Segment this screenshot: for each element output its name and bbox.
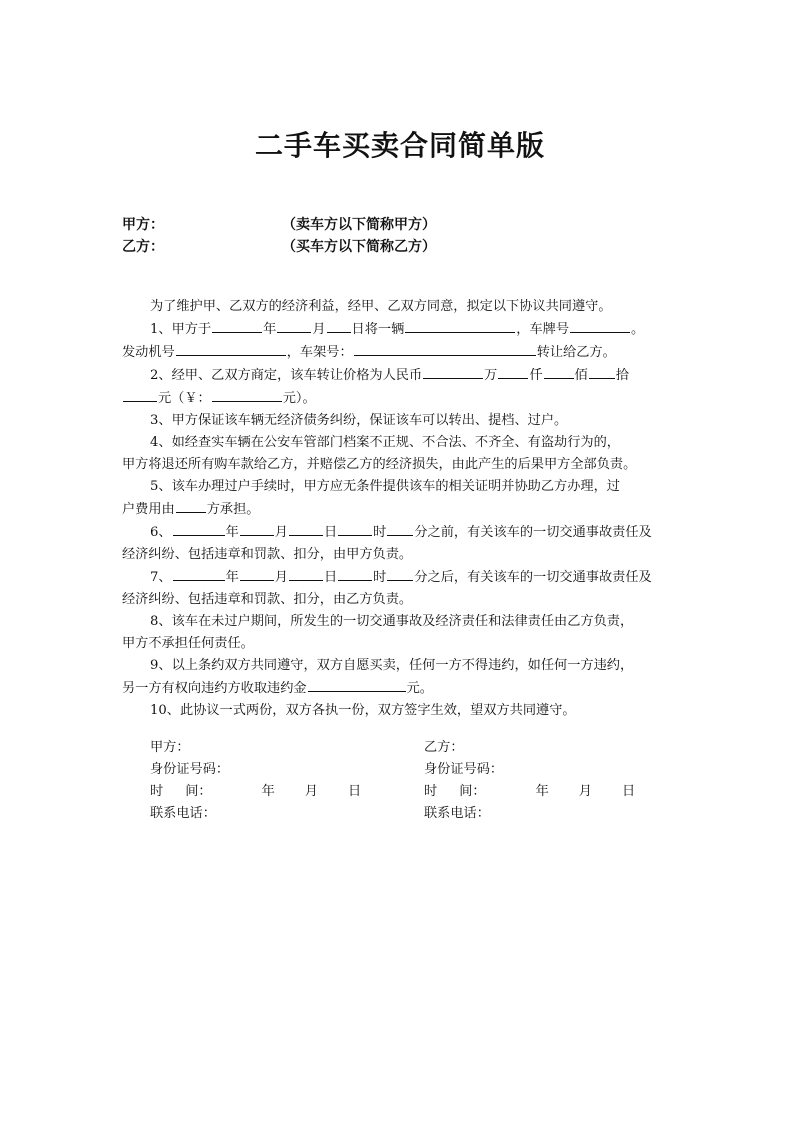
signature-block-a (150, 737, 361, 825)
clause-10 (122, 700, 688, 722)
clause-text: 。 (631, 322, 645, 337)
sig-text: 间： (185, 784, 212, 799)
clause-text: 发动机号 (122, 345, 175, 360)
signature-block-b (424, 737, 635, 825)
clause-text: 5、该车办理过户手续时，甲方应无条件提供该车的相关证明并协助乙方办理，过 (150, 479, 620, 494)
blank-field[interactable] (589, 364, 615, 379)
blank-field[interactable] (176, 341, 286, 356)
clause-6 (122, 521, 688, 544)
clause-9 (122, 655, 688, 677)
clause-3 (122, 410, 688, 432)
clause-text: 7、 (150, 570, 172, 585)
clause-text: 仟 (529, 368, 543, 383)
clause-8-cont (122, 633, 688, 655)
clause-5-cont (122, 498, 688, 521)
sig-text: 日 (347, 784, 362, 799)
clause-text: 日 (323, 570, 338, 585)
party-a-line (122, 214, 436, 234)
sig-text: 时 (150, 784, 164, 799)
clause-8 (122, 611, 688, 633)
contract-body (122, 296, 688, 722)
blank-field[interactable] (405, 318, 515, 333)
intro-text: 为了维护甲、乙双方的经济利益，经甲、乙双方同意，拟定以下协议共同遵守。 (150, 299, 612, 314)
clause-text: 佰 (574, 368, 588, 383)
clause-text: 月 (274, 570, 288, 585)
clause-text: 3、甲方保证该车辆无经济债务纠纷，保证该车可以转出、提档、过户。 (150, 413, 568, 428)
clause-text: 时 (373, 525, 387, 540)
clause-text: 8、该车在未过户期间，所发生的一切交通事故及经济责任和法律责任由乙方负责， (150, 614, 634, 629)
blank-field[interactable] (387, 566, 413, 581)
clause-6-cont (122, 544, 688, 566)
party-b-label: 乙方： (122, 239, 164, 255)
clause-text: 1、甲方于 (150, 322, 212, 337)
blank-field[interactable] (289, 521, 323, 536)
clause-text: 分之前，有关该车的一切交通事故责任及 (414, 525, 652, 540)
clause-4 (122, 432, 688, 454)
clause-text: 元）。 (282, 391, 316, 406)
blank-field[interactable] (423, 364, 483, 379)
clause-text: 经济纠纷、包括违章和罚款、扣分，由乙方负责。 (122, 592, 413, 607)
blank-field[interactable] (338, 566, 372, 581)
sig-text: 年 (261, 784, 275, 799)
clause-1-cont (122, 341, 688, 364)
party-b-note: （买车方以下简称乙方） (282, 239, 436, 255)
sig-phone: 联系电话： (424, 806, 490, 821)
clause-text: 拾 (615, 368, 629, 383)
sig-date (424, 781, 635, 803)
blank-field[interactable] (308, 677, 406, 692)
clause-text: 元（￥： (158, 391, 211, 406)
sig-text: 时 (424, 784, 438, 799)
sig-text: 间： (459, 784, 486, 799)
clause-text: 年 (263, 322, 277, 337)
clause-text: 年 (225, 570, 239, 585)
blank-field[interactable] (387, 521, 413, 536)
clause-text: 元。 (406, 681, 433, 696)
clause-text: 分之后，有关该车的一切交通事故责任及 (414, 570, 652, 585)
sig-party: 甲方： (150, 740, 190, 755)
clause-2-cont (122, 387, 688, 410)
sig-id-number: 身份证号码： (150, 762, 230, 777)
clause-4-cont (122, 454, 688, 476)
blank-field[interactable] (212, 318, 262, 333)
blank-field[interactable] (173, 566, 225, 581)
clause-text: 甲方不承担任何责任。 (122, 636, 254, 651)
blank-field[interactable] (327, 318, 351, 333)
blank-field[interactable] (123, 387, 157, 402)
clause-text: 2、经甲、乙双方商定，该车转让价格为人民币 (150, 368, 423, 383)
blank-field[interactable] (240, 566, 274, 581)
clause-text: 9、以上条约双方共同遵守，双方自愿买卖，任何一方不得违约，如任何一方违约， (150, 658, 634, 673)
clause-text: ，车牌号 (516, 322, 570, 337)
clause-text: 转让给乙方。 (536, 345, 616, 360)
clause-7-cont (122, 589, 688, 611)
blank-field[interactable] (289, 566, 323, 581)
blank-field[interactable] (277, 318, 311, 333)
blank-field[interactable] (176, 498, 206, 513)
clause-text: 时 (373, 570, 387, 585)
clause-text: 户费用由 (122, 502, 175, 517)
blank-field[interactable] (173, 521, 225, 536)
sig-phone: 联系电话： (150, 806, 216, 821)
blank-field[interactable] (570, 318, 630, 333)
clause-7 (122, 566, 688, 589)
sig-text: 月 (304, 784, 318, 799)
clause-text: 经济纠纷、包括违章和罚款、扣分，由甲方负责。 (122, 547, 413, 562)
clause-text: 4、如经查实车辆在公安车管部门档案不正规、不合法、不齐全、有盗劫行为的， (150, 435, 620, 450)
sig-text: 年 (535, 784, 549, 799)
document-title: 二手车买卖合同简单版 (254, 129, 545, 162)
clause-text: 甲方将退还所有购车款给乙方，并赔偿乙方的经济损失，由此产生的后果甲方全部负责。 (122, 457, 637, 472)
clause-text: 月 (312, 322, 326, 337)
clause-text: 年 (225, 525, 239, 540)
sig-party: 乙方： (424, 740, 464, 755)
clause-text: 日 (323, 525, 338, 540)
clause-text: ，车架号： (286, 345, 353, 360)
party-a-label: 甲方： (122, 217, 164, 233)
clause-text: 月 (274, 525, 288, 540)
sig-id-number: 身份证号码： (424, 762, 504, 777)
blank-field[interactable] (338, 521, 372, 536)
blank-field[interactable] (212, 387, 282, 402)
clause-text: 万 (484, 368, 498, 383)
blank-field[interactable] (544, 364, 574, 379)
party-b-line (122, 236, 436, 256)
sig-text: 日 (621, 784, 636, 799)
clause-text: 另一方有权向违约方收取违约金 (122, 681, 307, 696)
blank-field[interactable] (354, 341, 536, 356)
blank-field[interactable] (498, 364, 528, 379)
blank-field[interactable] (240, 521, 274, 536)
clause-text: 方承担。 (206, 502, 260, 517)
clause-2 (122, 364, 688, 387)
clause-text: 10、此协议一式两份，双方各执一份，双方签字生效，望双方共同遵守。 (150, 703, 576, 718)
clause-text: 日将一辆 (351, 322, 405, 337)
clause-1 (122, 318, 688, 341)
clause-9-cont (122, 677, 688, 700)
intro-paragraph (122, 296, 688, 318)
sig-text: 月 (578, 784, 592, 799)
party-a-note: （卖车方以下简称甲方） (282, 217, 436, 233)
sig-date (150, 781, 361, 803)
clause-5 (122, 476, 688, 498)
clause-text: 6、 (150, 525, 172, 540)
